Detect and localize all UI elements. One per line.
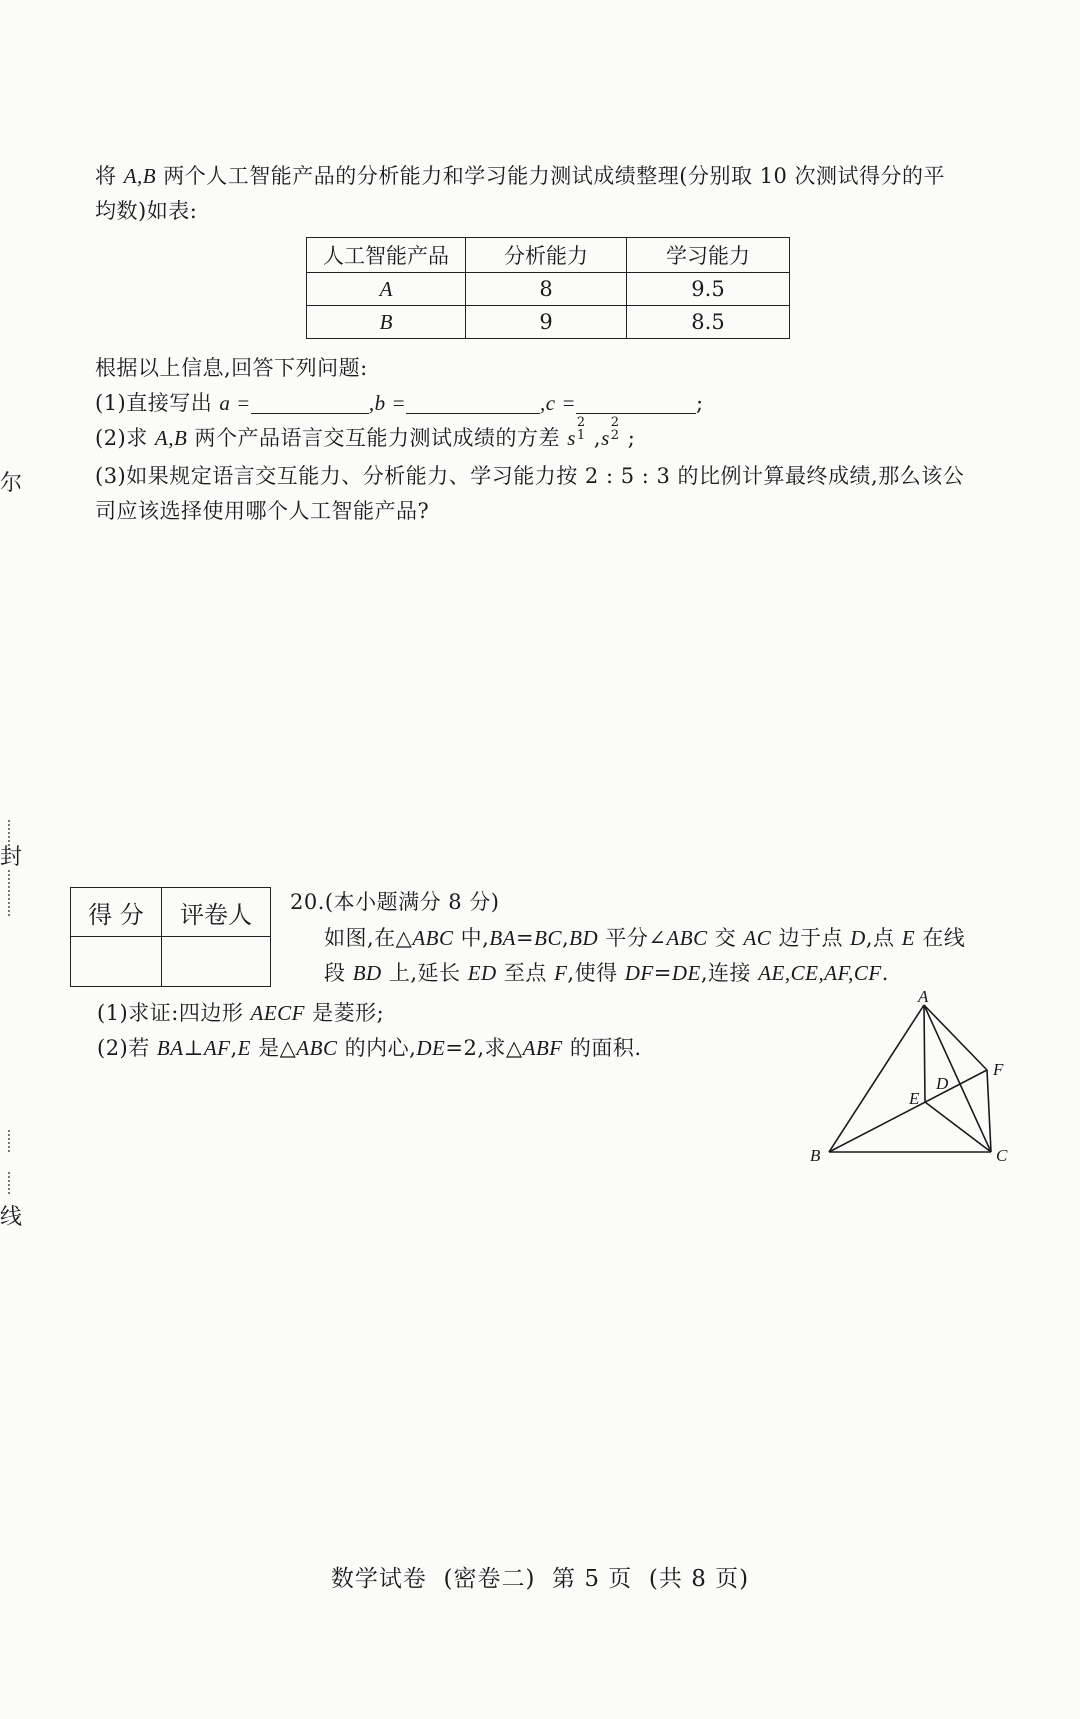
p20-math: DE bbox=[416, 1036, 446, 1060]
p20-text: 的内心, bbox=[337, 1036, 417, 1060]
header-product: 人工智能产品 bbox=[307, 238, 466, 273]
q2-s2: s bbox=[601, 426, 610, 450]
p20-text: =2,求△ bbox=[445, 1036, 523, 1060]
label-f: F bbox=[993, 1060, 1004, 1079]
header-learning: 学习能力 bbox=[627, 238, 790, 273]
segment-ae bbox=[924, 1005, 925, 1102]
p20-math: BD bbox=[569, 926, 599, 950]
q2-s2-indices: 2 2 bbox=[610, 415, 620, 443]
p20-text: 如图,在△ bbox=[324, 926, 413, 950]
p20-text: (2)若 bbox=[97, 1036, 157, 1060]
score-table-header bbox=[307, 238, 790, 273]
problem-20-line-1 bbox=[324, 920, 965, 956]
p20-text: ,连接 bbox=[700, 961, 759, 985]
p20-text: 段 bbox=[324, 961, 353, 985]
p20-text: 平分∠ bbox=[598, 926, 667, 950]
p20-text: , bbox=[230, 1036, 238, 1060]
segment-ac bbox=[924, 1005, 991, 1152]
row-b-product: B bbox=[307, 306, 466, 339]
grade-score-cell[interactable] bbox=[71, 937, 162, 987]
problem-20-part-2 bbox=[97, 1030, 642, 1066]
question-2: (2)求 A,B 两个产品语言交互能力测试成绩的方差 s 2 1 ,s 2 2 ; bbox=[95, 420, 635, 456]
p20-math: AC bbox=[743, 926, 772, 950]
p20-text: = bbox=[653, 961, 672, 985]
header-analysis: 分析能力 bbox=[466, 238, 627, 273]
p20-text: . bbox=[881, 961, 889, 985]
segment-ab bbox=[829, 1005, 924, 1152]
q2-text: 两个产品语言交互能力测试成绩的方差 bbox=[187, 426, 568, 450]
p20-text: , bbox=[561, 926, 570, 950]
label-c: C bbox=[996, 1146, 1008, 1165]
intro-line-1 bbox=[95, 158, 945, 194]
question-3-line-2: 司应该选择使用哪个人工智能产品? bbox=[95, 499, 430, 523]
score-table bbox=[306, 237, 790, 339]
p20-math: BA bbox=[489, 926, 517, 950]
row-b-analysis: 9 bbox=[466, 306, 627, 339]
problem-20-title: 20.(本小题满分 8 分) bbox=[290, 890, 500, 914]
p20-math: ED bbox=[467, 961, 497, 985]
p20-math: DE bbox=[671, 961, 701, 985]
grade-score-label: 得 分 bbox=[71, 888, 162, 937]
p20-math: D bbox=[850, 926, 866, 950]
geometry-figure bbox=[800, 990, 1020, 1170]
p20-text: = bbox=[516, 926, 535, 950]
p20-math: E bbox=[901, 926, 916, 950]
intro-line-2: 均数)如表: bbox=[95, 199, 198, 223]
p20-math: DF bbox=[624, 961, 654, 985]
grade-box bbox=[70, 887, 271, 987]
label-d: D bbox=[936, 1074, 949, 1093]
p20-text: 边于点 bbox=[771, 926, 851, 950]
margin-char-line: 线 bbox=[0, 1205, 23, 1230]
q1-b-blank[interactable] bbox=[406, 391, 540, 414]
q2-vars: A,B bbox=[154, 426, 188, 450]
q2-s1: s bbox=[567, 426, 576, 450]
q1-a-label: a = bbox=[219, 391, 251, 415]
q2-prefix: (2)求 bbox=[95, 426, 155, 450]
p20-math: BA bbox=[156, 1036, 184, 1060]
q1-c-blank[interactable] bbox=[576, 391, 696, 414]
q1-b-label: ,b = bbox=[368, 391, 407, 415]
row-a-product: A bbox=[307, 273, 466, 306]
p20-text: ,使得 bbox=[567, 961, 625, 985]
table-row bbox=[307, 306, 790, 339]
margin-dots-2 bbox=[8, 870, 10, 916]
p20-math: BD bbox=[352, 961, 382, 985]
label-b: B bbox=[810, 1146, 821, 1165]
question-3-line-1: (3)如果规定语言交互能力、分析能力、学习能力按 2 : 5 : 3 的比例计算最终成绩,那么该公 bbox=[95, 464, 965, 488]
p20-math: BC bbox=[534, 926, 562, 950]
questions-lead: 根据以上信息,回答下列问题: bbox=[95, 356, 368, 380]
q1-end: ; bbox=[696, 391, 704, 415]
p20-text: 中, bbox=[453, 926, 490, 950]
row-b-learning: 8.5 bbox=[627, 306, 790, 339]
segment-af bbox=[924, 1005, 987, 1070]
row-a-analysis: 8 bbox=[466, 273, 627, 306]
q1-a-blank[interactable] bbox=[251, 391, 369, 414]
label-a: A bbox=[918, 990, 929, 1006]
p20-text: (1)求证:四边形 bbox=[97, 1001, 251, 1025]
p20-math: ABF bbox=[522, 1036, 563, 1060]
p20-math: AF bbox=[203, 1036, 231, 1060]
segment-ce bbox=[925, 1102, 991, 1152]
p20-text: ,点 bbox=[865, 926, 902, 950]
intro-text: 将 bbox=[95, 164, 124, 188]
label-e: E bbox=[909, 1089, 920, 1108]
q2-end: ; bbox=[627, 426, 636, 450]
page-footer: 数学试卷 (密卷二) 第 5 页 (共 8 页) bbox=[330, 1566, 750, 1592]
p20-text: 交 bbox=[707, 926, 744, 950]
margin-char-seal: 封 bbox=[0, 845, 23, 870]
segment-bf bbox=[829, 1070, 987, 1152]
p20-text: 是菱形; bbox=[305, 1001, 385, 1025]
p20-math: AE,CE,AF,CF bbox=[758, 961, 882, 985]
row-a-learning: 9.5 bbox=[627, 273, 790, 306]
p20-text: 至点 bbox=[496, 961, 555, 985]
p20-text: 的面积. bbox=[562, 1036, 642, 1060]
p20-math: ABC bbox=[296, 1036, 338, 1060]
segment-cf bbox=[987, 1070, 991, 1152]
q1-c-label: ,c = bbox=[540, 391, 577, 415]
p20-math: ABC bbox=[412, 926, 454, 950]
grade-grader-cell[interactable] bbox=[162, 937, 271, 987]
intro-vars: A,B bbox=[123, 164, 157, 188]
intro-text-rest: 两个人工智能产品的分析能力和学习能力测试成绩整理(分别取 10 次测试得分的平 bbox=[156, 164, 946, 188]
q1-prefix: (1)直接写出 bbox=[95, 391, 220, 415]
p20-text: ⊥ bbox=[183, 1036, 204, 1060]
p20-math: F bbox=[554, 961, 568, 985]
p20-math: ABC bbox=[666, 926, 708, 950]
q2-s1-indices: 2 1 bbox=[576, 415, 586, 443]
p20-text: 在线 bbox=[915, 926, 966, 950]
margin-dots-3 bbox=[8, 1130, 10, 1152]
problem-20-part-1 bbox=[97, 995, 384, 1031]
p20-math: AECF bbox=[250, 1001, 305, 1025]
table-row bbox=[307, 273, 790, 306]
margin-dots-4 bbox=[8, 1172, 10, 1194]
margin-char-top: 尔 bbox=[0, 471, 23, 496]
p20-text: 是△ bbox=[251, 1036, 297, 1060]
grade-grader-label: 评卷人 bbox=[162, 888, 271, 937]
p20-text: 上,延长 bbox=[381, 961, 468, 985]
p20-math: E bbox=[237, 1036, 251, 1060]
problem-20-line-2 bbox=[324, 955, 889, 991]
